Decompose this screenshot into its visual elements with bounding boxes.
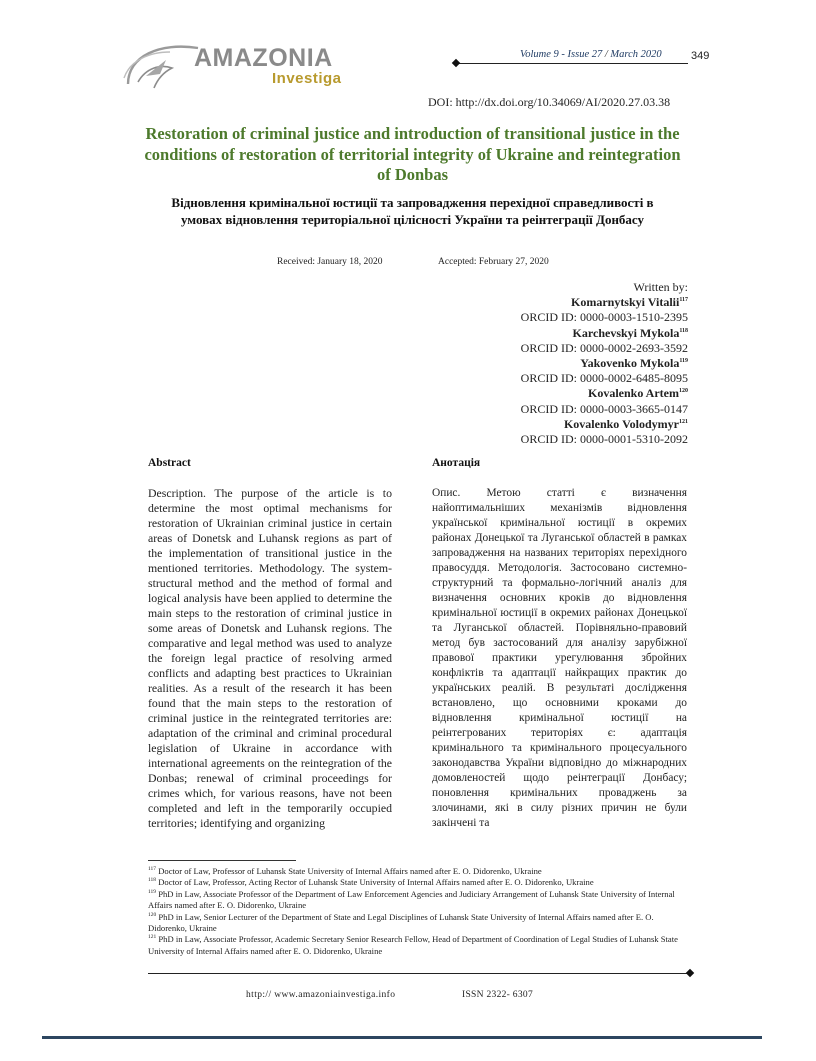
- logo-subtitle: Investiga: [272, 70, 342, 87]
- subtitle-line: умовах відновлення територіальної цілісності України та реінтеграції Донбасу: [180, 212, 645, 227]
- abstract-heading: Abstract: [148, 457, 191, 469]
- title-line: conditions of restoration of territorial integrity of Ukraine and reintegration: [144, 144, 681, 164]
- title-line: Restoration of criminal justice and introduction of transitional justice in the: [145, 124, 680, 143]
- author-name: Karchevskyi Mykola$^{118}$: [572, 325, 688, 340]
- logo-wordmark: AMAZONIA: [194, 44, 333, 72]
- page-bottom-bar: [42, 1036, 762, 1039]
- issue-date: March 2020: [610, 49, 662, 60]
- author-orcid: ORCID ID: 0000-0003-1510-2395: [520, 310, 688, 325]
- article-title: [140, 124, 685, 186]
- footnote-number: 117: [148, 866, 157, 873]
- footer-rule: [148, 973, 688, 974]
- abstract-text-en: Description. The purpose of the article is to determine the most optimal mechanisms for restoration of Ukrainian criminal justice in certain areas of Donetsk and Luhansk regions as part of the implementation of transitional justice in the mentioned territories. Methodology. The system-structural method and the method of formal and logical analysis have been applied to determine the main steps to the restoration of criminal justice in some areas of Donetsk and Luhansk regions. The comparative and legal method was used to analyze the foreign legal practice of resolving armed conflicts and adapting best practices to Ukrainian realities. As a result of the research it has been found that the main steps to the restoration of criminal justice in the reintegrated territories are: adaptation of the criminal and criminal procedural legislation of Ukraine in accordance with international agreements on the reintegration of the Donbas; renewal of criminal proceedings for crimes which, for various reasons, have not been completed and left in the temporarily occupied territories; identifying and organizing: [148, 486, 392, 830]
- author-name: Yakovenko Mykola$^{119}$: [580, 356, 688, 371]
- title-line: of Donbas: [376, 165, 449, 184]
- abstract-text-ua: Опис. Метою статті є визначення найоптимальніших механізмів відновлення української кримінальної юстиції в окремих районах Донецької та Луганської областей в рамках запровадження на названих територіях перехідного правосуддя. Методологія. Застосовано системно-структурний та формально-логічний аналіз для визначення основних кроків до відновлення кримінальної юстиції в окремих районах Донецької та Луганської областей. Порівняльно-правовий метод був застосований для аналізу зарубіжної правової практики урегулювання збройних конфліктів та адаптації найкращих практик до українських реалій. В результаті дослідження встановлено, що основними кроками до відновлення кримінальної юстиції на реінтегрованих територіях є: адаптація кримінального та кримінального процесуального законодавства України відповідно до міжнародних домовленостей щодо реінтеграції Донбасу; поновлення кримінальних проваджень за злочинами, які в силу різних причин не були закінчені та: [432, 487, 687, 829]
- footnote-number: 120: [148, 911, 157, 918]
- author-name: Kovalenko Volodymyr$^{121}$: [563, 416, 688, 431]
- header-rule-diamond-icon: [452, 59, 460, 67]
- footnote: $^{118}$ Doctor of Law, Professor, Acting Rector of Luhansk State University of Internal Affairs named after E. O. Didorenko, Ukraine: [148, 877, 594, 888]
- received-date: Received: January 18, 2020: [277, 257, 383, 267]
- journal-website-link[interactable]: http:// www.amazoniainvestiga.info: [246, 990, 396, 1000]
- footnote-ref: 118: [679, 327, 688, 334]
- page-number: 349: [691, 50, 710, 62]
- footnote: $^{120}$ PhD in Law, Senior Lecturer of the Department of State and Legal Disciplines of Luhansk State University of Internal Affairs named after E. O. Didorenko, Ukraine: [148, 911, 654, 934]
- footer-rule-diamond-icon: [686, 969, 694, 977]
- footnote: $^{119}$ PhD in Law, Associate Professor of the Department of Law Enforcement Agencies and Judiciary Arrangement of Luhansk State University of Internal Affairs named after E. O. Didorenko, Ukraine: [148, 888, 675, 911]
- doi-link[interactable]: DOI: http://dx.doi.org/10.34069/AI/2020.27.03.38: [428, 95, 671, 109]
- author-name: Kovalenko Artem$^{120}$: [588, 386, 688, 401]
- written-by-label: Written by:: [633, 280, 688, 294]
- journal-logo: [120, 38, 360, 96]
- article-subtitle: [140, 194, 685, 228]
- author-orcid: ORCID ID: 0000-0003-3665-0147: [520, 401, 688, 416]
- author-orcid: ORCID ID: 0000-0002-6485-8095: [520, 371, 688, 386]
- issn-label: ISSN 2322- 6307: [462, 990, 534, 1000]
- subtitle-line: Відновлення кримінальної юстиції та запровадження перехідної справедливості в: [171, 195, 654, 210]
- author-list: [521, 280, 688, 447]
- issue-info: [520, 49, 662, 60]
- author-orcid: ORCID ID: 0000-0001-5310-2092: [520, 432, 688, 447]
- footnote-number: 119: [148, 888, 157, 895]
- footnote-ref: 120: [679, 388, 688, 395]
- footnote-ref: 121: [679, 418, 688, 425]
- footnote-ref: 119: [679, 358, 688, 365]
- footnote-ref: 117: [679, 297, 688, 304]
- footnote-number: 118: [148, 877, 157, 884]
- issue-separator: /: [604, 49, 608, 60]
- header-rule: [456, 63, 688, 64]
- volume-issue: Volume 9 - Issue 27: [520, 49, 603, 60]
- anotatsiya-heading: Анотація: [432, 457, 481, 469]
- footnote: $^{117}$ Doctor of Law, Professor of Luhansk State University of Internal Affairs named after E. O. Didorenko, Ukraine: [148, 866, 542, 876]
- author-orcid: ORCID ID: 0000-0002-2693-3592: [520, 340, 688, 355]
- footnote: $^{121}$ PhD in Law, Associate Professor, Academic Secretary Senior Research Fellow, Head of Department of Coordination of Legal Studies of Luhansk State University of Internal Affairs named after E. O. Didorenko, Ukraine: [148, 934, 678, 956]
- author-name: Komarnytskyi Vitalii$^{117}$: [570, 295, 688, 310]
- footnote-number: 121: [148, 934, 157, 941]
- footnotes: [148, 866, 688, 957]
- footnote-separator: [148, 860, 296, 861]
- accepted-date: Accepted: February 27, 2020: [438, 257, 549, 267]
